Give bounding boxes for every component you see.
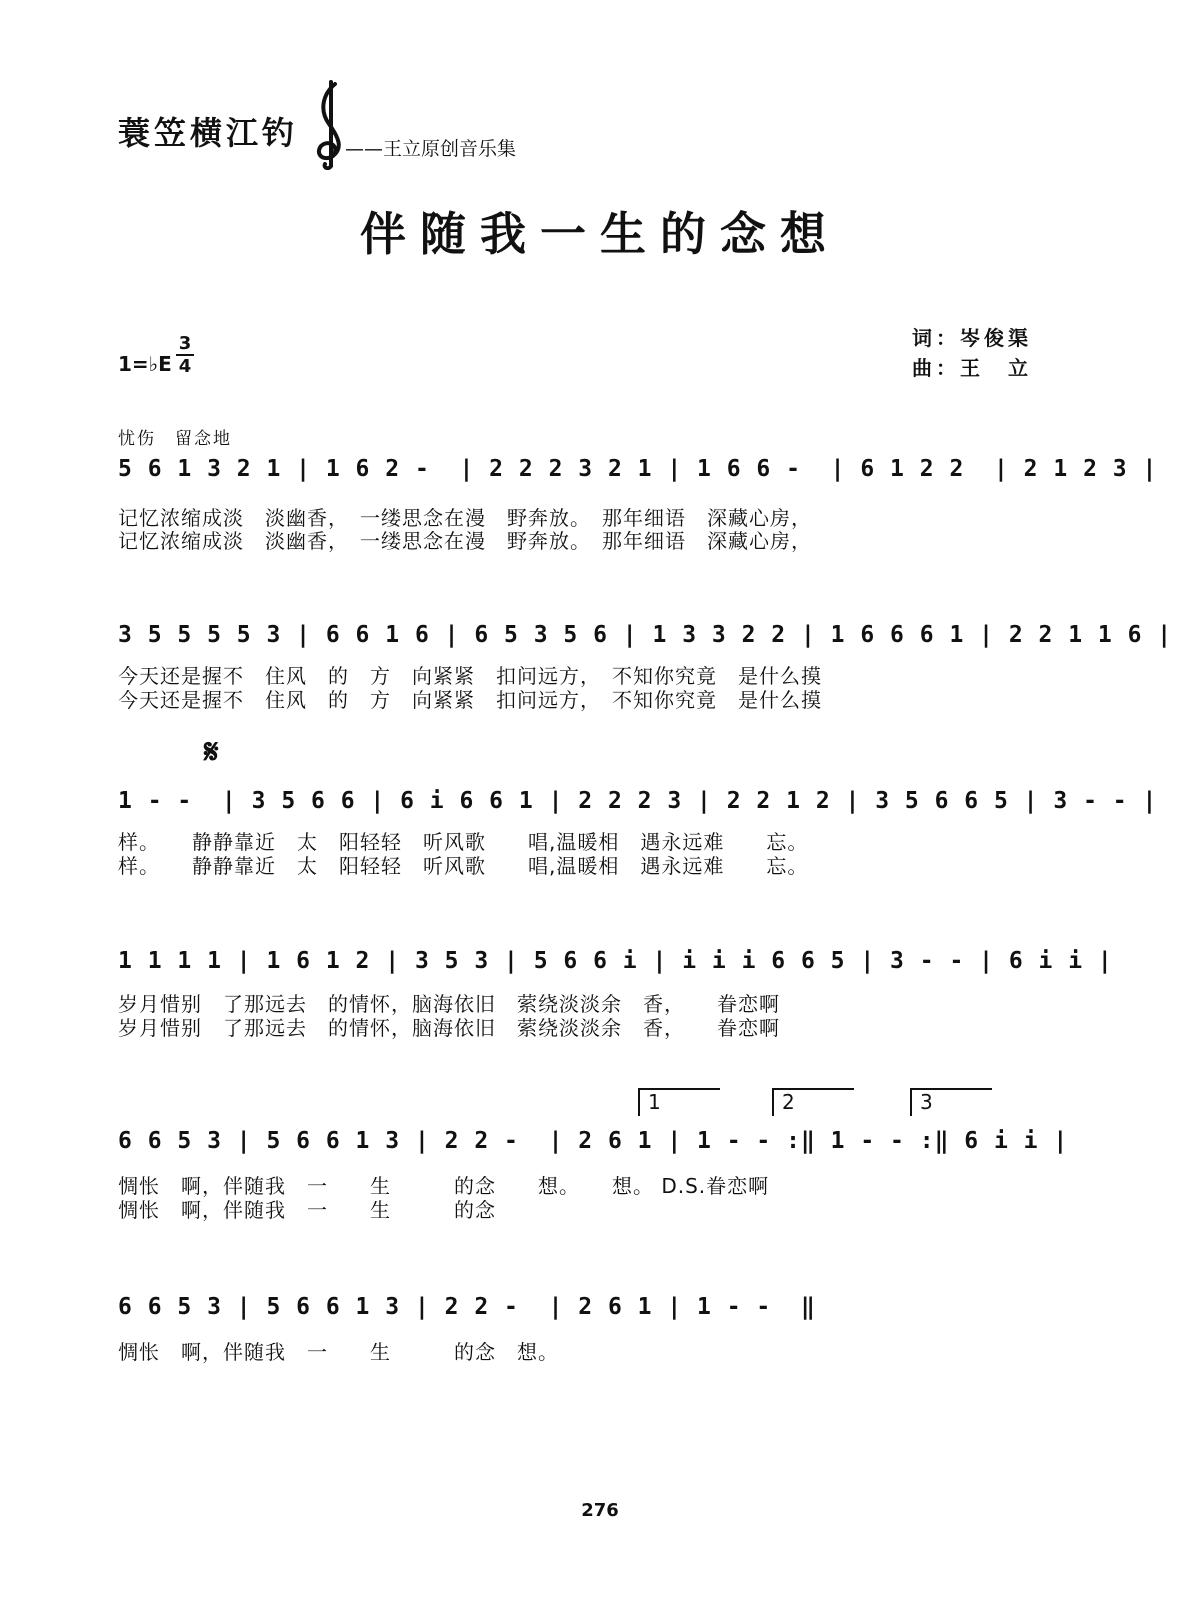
lyricist-credit: 词：岑俊渠 xyxy=(912,326,1032,350)
collection-subtitle: ——王立原创音乐集 xyxy=(345,138,517,160)
lyric-line-5b: 惆怅 啊，伴随我 一 生 的念 xyxy=(118,1198,496,1222)
lyric-line-4a: 岁月惜别 了那远去 的情怀，脑海依旧 萦绕淡淡余 香， 眷恋啊 xyxy=(118,992,780,1016)
song-title: 伴随我一生的念想 xyxy=(360,207,840,261)
ending-bracket-2: 2 xyxy=(772,1088,854,1116)
tempo-marking: 忧伤 留念地 xyxy=(118,429,232,449)
collection-title: 蓑笠横江钓 xyxy=(118,114,299,152)
composer-credit: 曲：王 立 xyxy=(912,356,1032,380)
key-signature: 1=♭E xyxy=(118,352,172,376)
page-number: 276 xyxy=(581,1500,619,1521)
lyric-line-2a: 今天还是握不 住风 的 方 向紧紧 扣问远方， 不知你究竟 是什么摸 xyxy=(118,664,822,688)
time-signature-bottom: 4 xyxy=(176,354,194,377)
lyric-line-2b: 今天还是握不 住风 的 方 向紧紧 扣问远方， 不知你究竟 是什么摸 xyxy=(118,688,822,712)
lyric-line-1a: 记忆浓缩成淡 淡幽香， 一缕思念在漫 野奔放。 那年细语 深藏心房， xyxy=(118,506,812,530)
lyric-line-1b: 记忆浓缩成淡 淡幽香， 一缕思念在漫 野奔放。 那年细语 深藏心房， xyxy=(118,529,812,553)
notation-line-2: 3 5 5 5 5 3 | 6 6 1 6 | 6 5 3 5 6 | 1 3 3 2 2 | 1 6 6 6 1 | 2 2 1 1 6 | xyxy=(118,622,1173,648)
time-signature xyxy=(176,333,194,377)
lyric-line-6a: 惆怅 啊，伴随我 一 生 的念 想。 xyxy=(118,1340,559,1364)
notation-line-5: 6 6 5 3 | 5 6 6 1 3 | 2 2 - | 2 6 1 | 1 - - :‖ 1 - - :‖ 6 i i | xyxy=(118,1128,1069,1154)
notation-line-3: 1 - - | 3 5 6 6 | 6 i 6 6 1 | 2 2 2 3 | 2 2 1 2 | 3 5 6 6 5 | 3 - - | xyxy=(118,788,1158,814)
lyric-line-3b: 样。 静静靠近 太 阳轻轻 听风歌 唱,温暖相 遇永远难 忘。 xyxy=(118,854,809,878)
segno-icon: 𝄋 xyxy=(204,732,219,772)
ending-bracket-3: 3 xyxy=(910,1088,992,1116)
ending-bracket-1: 1 xyxy=(638,1088,720,1116)
notation-line-1: 5 6 1 3 2 1 | 1 6 2 - | 2 2 2 3 2 1 | 1 6 6 - | 6 1 2 2 | 2 1 2 3 | xyxy=(118,456,1158,482)
time-signature-top: 3 xyxy=(178,333,192,354)
lyric-line-5a: 惆怅 啊，伴随我 一 生 的念 想。 想。 D.S.眷恋啊 xyxy=(118,1174,770,1198)
lyric-line-3a: 样。 静静靠近 太 阳轻轻 听风歌 唱,温暖相 遇永远难 忘。 xyxy=(118,830,809,854)
notation-line-4: 1 1 1 1 | 1 6 1 2 | 3 5 3 | 5 6 6 i | i i i 6 6 5 | 3 - - | 6 i i | xyxy=(118,948,1113,974)
lyric-line-4b: 岁月惜别 了那远去 的情怀，脑海依旧 萦绕淡淡余 香， 眷恋啊 xyxy=(118,1016,780,1040)
notation-line-6: 6 6 5 3 | 5 6 6 1 3 | 2 2 - | 2 6 1 | 1 - - ‖ xyxy=(118,1294,816,1320)
